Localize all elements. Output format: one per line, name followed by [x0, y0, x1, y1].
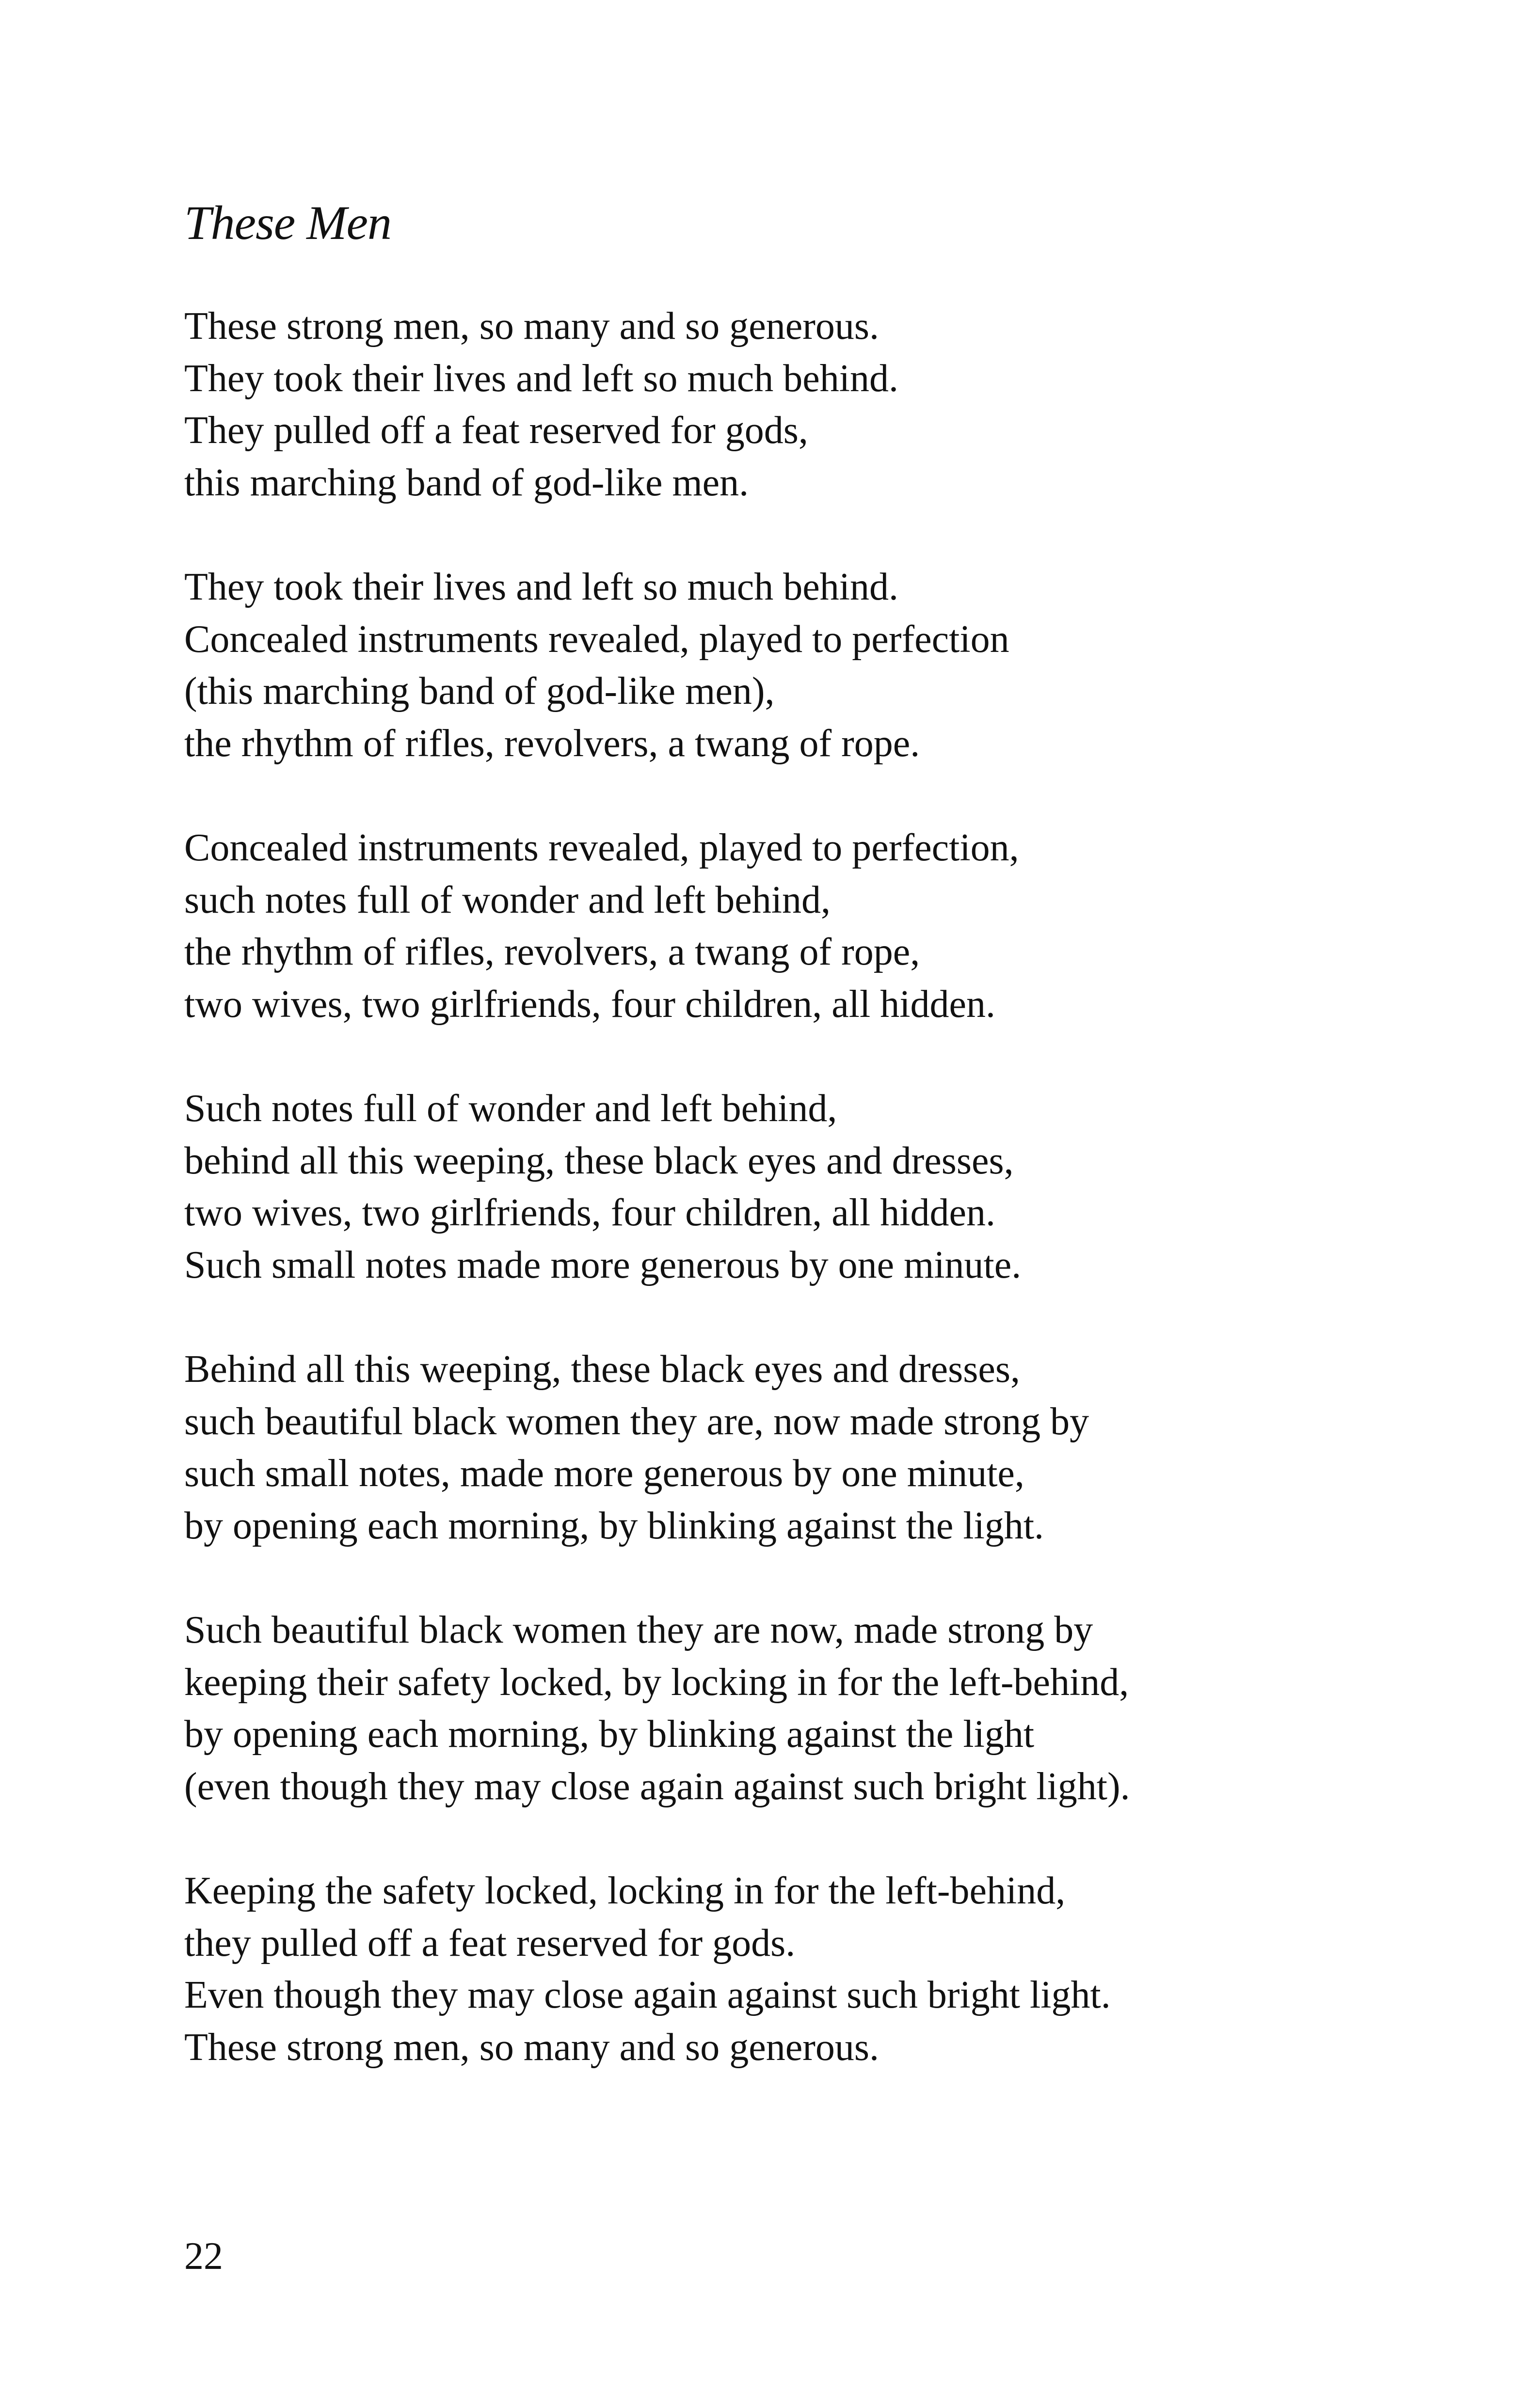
poem-line: keeping their safety locked, by locking in for the left-behind, — [184, 1661, 1129, 1704]
poem-line: These strong men, so many and so generous. — [184, 305, 879, 348]
poem-line: Concealed instruments revealed, played to perfection, — [184, 826, 1019, 869]
poem-line: They took their lives and left so much behind. — [184, 357, 899, 400]
poem-line: Keeping the safety locked, locking in for the left-behind, — [184, 1869, 1066, 1912]
stanza — [184, 1865, 1493, 2074]
stanza — [184, 1083, 1493, 1291]
poem-line: behind all this weeping, these black eyes and dresses, — [184, 1139, 1014, 1182]
poem-line: Behind all this weeping, these black eyes and dresses, — [184, 1348, 1020, 1391]
stanza — [184, 822, 1493, 1030]
poem-line: (this marching band of god-like men), — [184, 670, 775, 713]
poem-line: such notes full of wonder and left behind, — [184, 878, 831, 921]
poem-line: the rhythm of rifles, revolvers, a twang of rope, — [184, 931, 920, 973]
poem-line: Even though they may close again against such bright light. — [184, 1974, 1111, 2016]
poem-line: Such beautiful black women they are now, made strong by — [184, 1609, 1093, 1651]
stanza — [184, 1344, 1493, 1552]
page-number: 22 — [184, 2235, 223, 2278]
poem-line: by opening each morning, by blinking against the light. — [184, 1504, 1044, 1547]
poem-line: They took their lives and left so much behind. — [184, 566, 899, 608]
poem-line: two wives, two girlfriends, four children, all hidden. — [184, 1191, 995, 1234]
poem-line: they pulled off a feat reserved for gods. — [184, 1921, 796, 1964]
poem-title: These Men — [184, 196, 391, 250]
stanza — [184, 561, 1493, 770]
poem-line: two wives, two girlfriends, four children, all hidden. — [184, 982, 995, 1026]
poem-line: (even though they may close again against such bright light). — [184, 1765, 1130, 1808]
poem-line: by opening each morning, by blinking against the light — [184, 1713, 1035, 1756]
poem-line: These strong men, so many and so generous. — [184, 2026, 879, 2069]
poem-line: such small notes, made more generous by one minute, — [184, 1452, 1024, 1495]
stanza — [184, 301, 1493, 509]
poem-line: Such small notes made more generous by one minute. — [184, 1243, 1022, 1286]
poem-line: Such notes full of wonder and left behind, — [184, 1087, 837, 1130]
poem-line: the rhythm of rifles, revolvers, a twang of rope. — [184, 722, 920, 765]
poem-line: such beautiful black women they are, now made strong by — [184, 1400, 1089, 1443]
poem-body — [184, 301, 1493, 2126]
poem-line: this marching band of god-like men. — [184, 461, 749, 504]
stanza — [184, 1604, 1493, 1813]
poem-line: Concealed instruments revealed, played to perfection — [184, 618, 1009, 661]
poem-line: They pulled off a feat reserved for gods, — [184, 409, 808, 452]
